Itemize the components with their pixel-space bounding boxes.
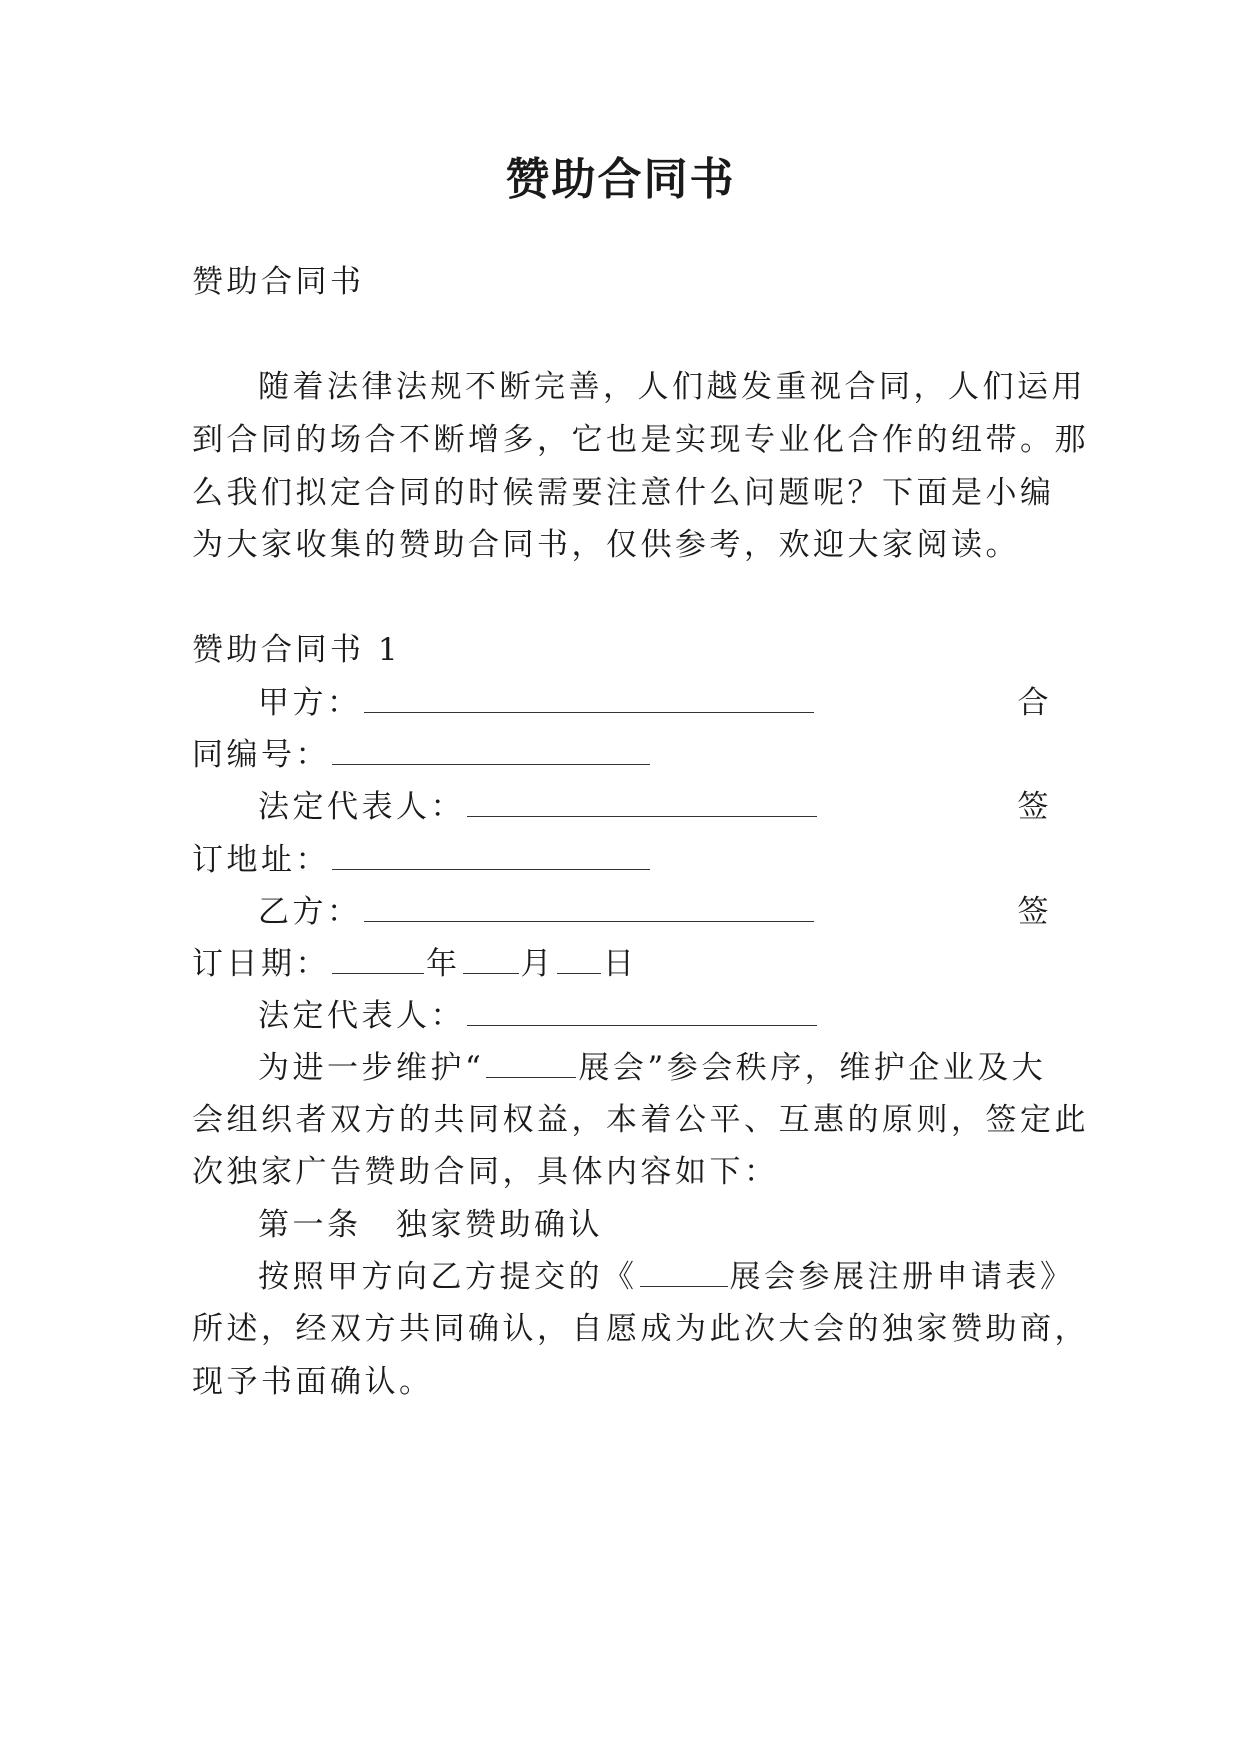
legal-rep-a-label: 法定代表人： (258, 789, 465, 825)
party-a-blank[interactable] (364, 686, 814, 713)
intro-line-2: 到合同的场合不断增多，它也是实现专业化合作的纽带。那 (192, 422, 1089, 458)
article-1-line-2: 所述，经双方共同确认，自愿成为此次大会的独家赞助商， (192, 1311, 1089, 1347)
sign-date-label-start: 签 (1017, 894, 1052, 930)
contract-no-label-start: 合 (1017, 685, 1052, 721)
party-a-row (258, 683, 1052, 723)
expo-name-blank[interactable] (486, 1051, 576, 1078)
sign-address-row (192, 840, 1052, 880)
intro-line-1: 随着法律法规不断完善，人们越发重视合同，人们运用 (258, 369, 1086, 405)
year-label: 年 (426, 946, 461, 982)
sign-date-label: 订日期： (192, 946, 330, 982)
month-blank[interactable] (463, 947, 519, 974)
legal-rep-b-blank[interactable] (467, 999, 817, 1026)
contract-no-row (192, 735, 1052, 775)
legal-rep-b-label: 法定代表人： (258, 998, 465, 1034)
article-1-line-1-end: 展会参展注册申请表》 (729, 1259, 1075, 1295)
article-1-line-3: 现予书面确认。 (192, 1364, 434, 1400)
purpose-line-2: 会组织者双方的共同权益，本着公平、互惠的原则，签定此 (192, 1102, 1089, 1138)
party-b-blank[interactable] (364, 895, 814, 922)
purpose-line-1-start: 为进一步维护“ (258, 1050, 485, 1086)
intro-line-3: 么我们拟定合同的时候需要注意什么问题呢？下面是小编 (192, 475, 1055, 511)
sign-address-label: 订地址： (192, 842, 330, 878)
contract-no-label: 同编号： (192, 737, 330, 773)
purpose-line-1 (258, 1048, 1052, 1088)
legal-rep-a-blank[interactable] (467, 790, 817, 817)
intro-line-4: 为大家收集的赞助合同书，仅供参考，欢迎大家阅读。 (192, 527, 1020, 563)
expo-form-blank[interactable] (640, 1260, 728, 1287)
year-blank[interactable] (332, 947, 424, 974)
party-b-label: 乙方： (258, 894, 362, 930)
day-blank[interactable] (557, 947, 601, 974)
day-label: 日 (603, 946, 638, 982)
legal-rep-b-row (258, 996, 1052, 1036)
document-subtitle: 赞助合同书 (192, 264, 365, 300)
purpose-line-1-end: 展会”参会秩序，维护企业及大 (578, 1050, 1047, 1086)
section-title: 赞助合同书 1 (192, 632, 402, 668)
article-1-line-1 (258, 1257, 1075, 1297)
sign-address-blank[interactable] (332, 843, 650, 870)
contract-no-blank[interactable] (332, 738, 650, 765)
article-1-line-1-start: 按照甲方向乙方提交的《 (258, 1259, 638, 1295)
party-a-label: 甲方： (258, 685, 362, 721)
page-title: 赞助合同书 (505, 154, 736, 205)
party-b-row (258, 892, 1052, 932)
purpose-line-3: 次独家广告赞助合同，具体内容如下： (192, 1154, 779, 1190)
article-1-heading: 第一条 独家赞助确认 (258, 1207, 603, 1243)
sign-address-label-start: 签 (1017, 789, 1052, 825)
legal-rep-a-row (258, 787, 1052, 827)
sign-date-row (192, 944, 1052, 984)
month-label: 月 (520, 946, 555, 982)
